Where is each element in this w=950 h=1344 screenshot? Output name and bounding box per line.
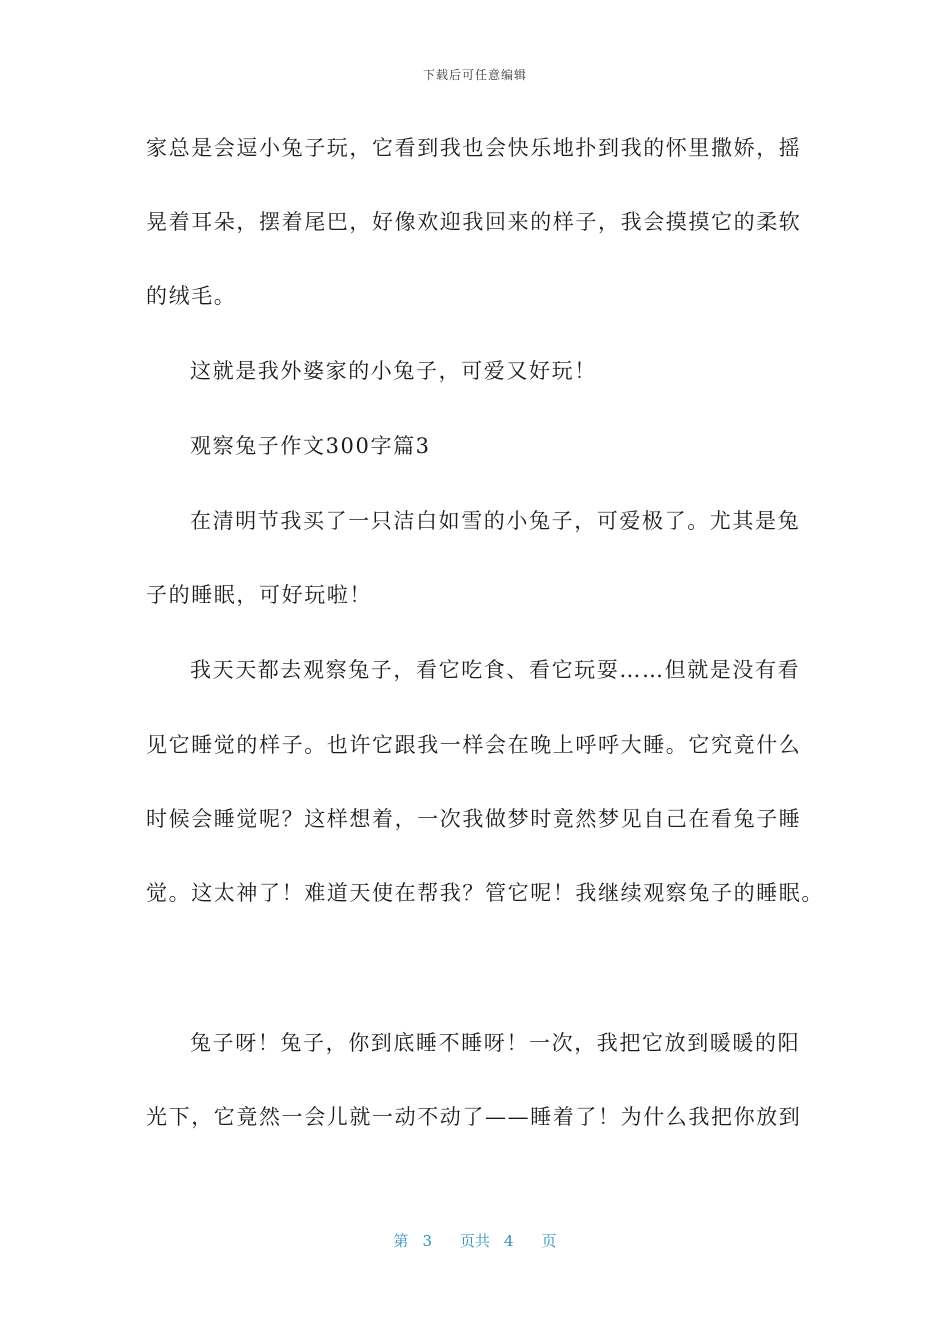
- text-line: 时候会睡觉呢？这样想着，一次我做梦时竟然梦见自己在看兔子睡: [146, 807, 802, 831]
- text-line: 家总是会逗小兔子玩，它看到我也会快乐地扑到我的怀里撒娇，摇: [146, 136, 802, 160]
- page-header: 下载后可任意编辑: [422, 68, 527, 82]
- paragraph-line: 这就是我外婆家的小兔子，可爱又好玩！: [190, 359, 597, 383]
- footer-middle: 页共: [459, 1232, 490, 1250]
- text-line: 光下，它竟然一会儿就一动不动了——睡着了！为什么我把你放到: [146, 1105, 802, 1129]
- text-line: 见它睡觉的样子。也许它跟我一样会在晚上呼呼大睡。它究竟什么: [146, 733, 802, 757]
- section-heading: 观察兔子作文300字篇3: [190, 434, 431, 458]
- text-line: 晃着耳朵，摆着尾巴，好像欢迎我回来的样子，我会摸摸它的柔软: [146, 210, 802, 234]
- text-line: 觉。这太神了！难道天使在帮我？管它呢！我继续观察兔子的睡眠。: [146, 881, 824, 905]
- paragraph-line: 兔子呀！兔子，你到底睡不睡呀！一次，我把它放到暖暖的阳: [190, 1031, 801, 1055]
- text-line: 的绒毛。: [146, 284, 237, 308]
- current-page-number: 3: [422, 1232, 432, 1250]
- footer-suffix: 页: [541, 1232, 557, 1250]
- paragraph-line: 在清明节我买了一只洁白如雪的小兔子，可爱极了。尤其是兔: [190, 509, 801, 533]
- total-pages-number: 4: [504, 1232, 514, 1250]
- page-footer: [0, 1230, 950, 1251]
- text-line: 子的睡眠，可好玩啦！: [146, 583, 372, 607]
- paragraph-line: 我天天都去观察兔子，看它吃食、看它玩耍……但就是没有看: [190, 658, 801, 682]
- footer-prefix: 第: [393, 1232, 409, 1250]
